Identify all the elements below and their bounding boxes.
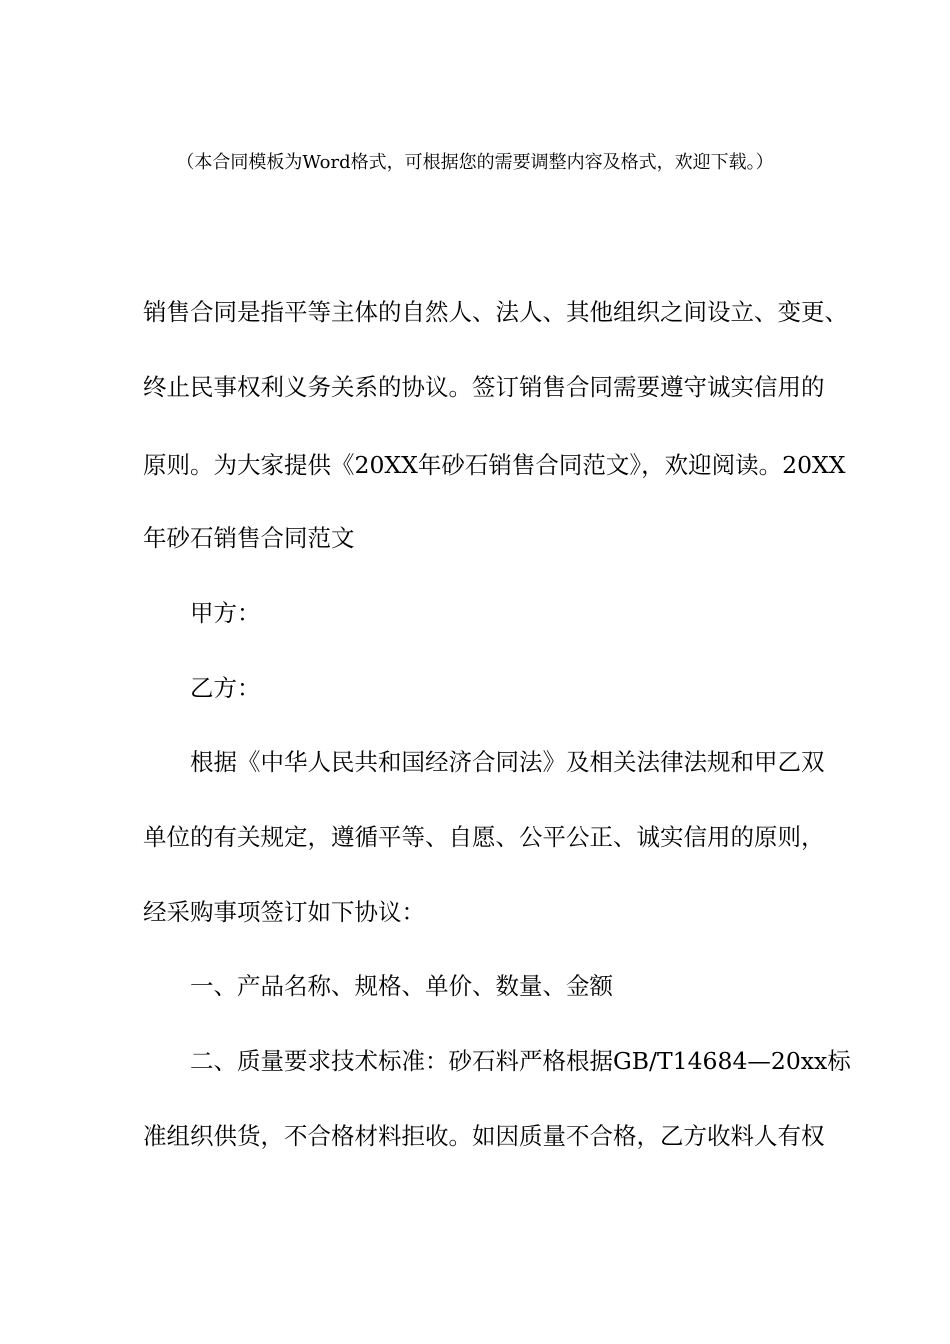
preamble-line-1: 根据《中华人民共和国经济合同法》及相关法律法规和甲乙双 (190, 748, 825, 776)
template-note: （本合同模板为Word格式，可根据您的需要调整内容及格式，欢迎下载。） (176, 152, 774, 173)
preamble-line-3: 经采购事项签订如下协议： (143, 898, 425, 926)
clause-2-line-2: 准组织供货，不合格材料拒收。如因质量不合格，乙方收料人有权 (143, 1122, 825, 1150)
clause-2-line-1: 二、质量要求技术标准：砂石料严格根据GB/T14684—20xx标 (190, 1047, 851, 1075)
contract-title: 年砂石销售合同范文 (143, 524, 355, 552)
intro-line-1: 销售合同是指平等主体的自然人、法人、其他组织之间设立、变更、 (143, 298, 848, 326)
intro-line-2: 终止民事权利义务关系的协议。签订销售合同需要遵守诚实信用的 (143, 373, 825, 401)
party-b-label: 乙方： (190, 674, 261, 702)
clause-1-heading: 一、产品名称、规格、单价、数量、金额 (190, 972, 613, 1000)
preamble-line-2: 单位的有关规定，遵循平等、自愿、公平公正、诚实信用的原则， (143, 823, 825, 851)
intro-line-3: 原则。为大家提供《20XX年砂石销售合同范文》，欢迎阅读。20XX (143, 451, 846, 479)
party-a-label: 甲方： (190, 599, 261, 627)
